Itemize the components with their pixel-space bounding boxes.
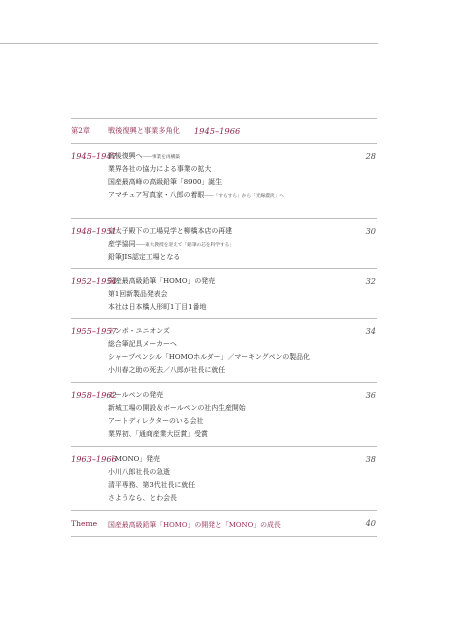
toc-entry[interactable]: [108, 453, 377, 466]
toc-entry[interactable]: [108, 150, 377, 163]
theme-row[interactable]: [71, 510, 377, 536]
entry-subtext: ――事業を再構築: [142, 155, 180, 160]
entry-text: 業界初、「通商産業大臣賞」受賞: [108, 430, 208, 438]
toc-entry[interactable]: [108, 428, 377, 441]
toc-section: [71, 382, 377, 446]
entry-text: さようなら、とわ会長: [108, 494, 177, 502]
top-rule: [0, 43, 378, 44]
toc-section: [71, 268, 377, 318]
entry-text: 業界各社の協力による事業の拡大: [108, 165, 212, 173]
section-page-number: 30: [365, 226, 376, 236]
chapter-number: 第2章: [71, 126, 90, 135]
section-list: [71, 143, 377, 510]
toc-entry[interactable]: [108, 163, 377, 176]
toc-entry[interactable]: [108, 301, 377, 314]
entry-text: 皇太子殿下の工場見学と柳橋本店の再建: [108, 227, 233, 235]
entry-text: アマチュア写真家・八郎の着眼: [108, 191, 205, 199]
entry-text: 総合筆記具メーカーへ: [108, 340, 177, 348]
theme-page-number: 40: [365, 518, 376, 528]
section-items: [108, 389, 377, 441]
toc-entry[interactable]: [108, 338, 377, 351]
entry-text: 国産最高峰の高級鉛筆「8900」誕生: [108, 178, 223, 186]
table-of-contents: [71, 118, 377, 537]
toc-section: [71, 318, 377, 382]
toc-entry[interactable]: [108, 364, 377, 377]
toc-entry[interactable]: [108, 238, 377, 251]
section-items: [108, 453, 377, 505]
toc-section: [71, 143, 377, 218]
section-period: 1945–1947: [71, 151, 117, 161]
toc-entry[interactable]: [108, 479, 377, 492]
entry-text: トンボ・ユニオンズ: [108, 327, 170, 335]
theme-label: Theme: [71, 519, 98, 528]
toc-section: [71, 446, 377, 510]
section-period: 1963–1966: [71, 454, 117, 464]
entry-text: 鉛筆JIS認定工場となる: [108, 253, 181, 261]
toc-section: [71, 218, 377, 268]
toc-entry[interactable]: [108, 351, 377, 364]
chapter-years: 1945–1966: [193, 126, 241, 136]
section-period: 1958–1962: [71, 390, 117, 400]
entry-text: 清平専務、第3代社長に就任: [108, 481, 196, 489]
entry-subtext: ――「すらすら」から「光線濃淡」へ: [204, 194, 284, 199]
toc-entry[interactable]: [108, 288, 377, 301]
section-period: 1955–1957: [71, 326, 117, 336]
entry-text: 第1回新製品発表会: [108, 290, 168, 298]
section-page-number: 38: [365, 454, 376, 464]
section-period: 1952–1954: [71, 276, 117, 286]
section-page-number: 28: [365, 151, 376, 161]
toc-entry[interactable]: [108, 466, 377, 479]
section-period: 1948–1951: [71, 226, 117, 236]
entry-text: 新城工場の開設＆ボールペンの社内生産開始: [108, 404, 246, 412]
toc-entry[interactable]: [108, 389, 377, 402]
entry-text: 本社は日本橋人形町1丁目1番地: [108, 303, 207, 311]
entry-text: アートディレクターのいる会社: [108, 417, 204, 425]
entry-text: 国産最高級鉛筆「HOMO」の発売: [108, 277, 216, 285]
toc-entry[interactable]: [108, 189, 377, 202]
toc-entry[interactable]: [108, 415, 377, 428]
chapter-title: 戦後復興と事業多角化: [108, 126, 180, 135]
entry-subtext: ――東大教授を迎えて「鉛筆の芯を科学する」: [135, 243, 235, 248]
entry-text: 小川八郎社長の急逝: [108, 468, 171, 476]
section-items: [108, 225, 377, 264]
entry-text: 戦後復興へ: [108, 152, 143, 160]
toc-entry[interactable]: [108, 402, 377, 415]
entry-text: 小川春之助の死去／八郎が社長に就任: [108, 366, 226, 374]
section-page-number: 32: [365, 276, 376, 286]
toc-entry[interactable]: [108, 325, 377, 338]
entry-text: ボールペンの発売: [108, 391, 163, 399]
section-items: [108, 150, 377, 202]
section-items: [108, 275, 377, 314]
entry-text: 「MONO」発売: [108, 455, 160, 463]
chapter-header: [71, 119, 377, 143]
toc-entry[interactable]: [108, 225, 377, 238]
bottom-rule: [71, 536, 377, 537]
toc-entry[interactable]: [108, 275, 377, 288]
section-page-number: 36: [365, 390, 376, 400]
toc-entry[interactable]: [108, 176, 377, 189]
entry-text: シャープペンシル「HOMOホルダー」／マーキングペンの製品化: [108, 353, 310, 361]
section-page-number: 34: [365, 326, 376, 336]
section-items: [108, 325, 377, 377]
toc-entry[interactable]: [108, 492, 377, 505]
toc-entry[interactable]: [108, 251, 377, 264]
theme-title: 国産最高級鉛筆「HOMO」の開発と「MONO」の成長: [108, 520, 281, 529]
entry-text: 産学協同: [108, 240, 136, 248]
